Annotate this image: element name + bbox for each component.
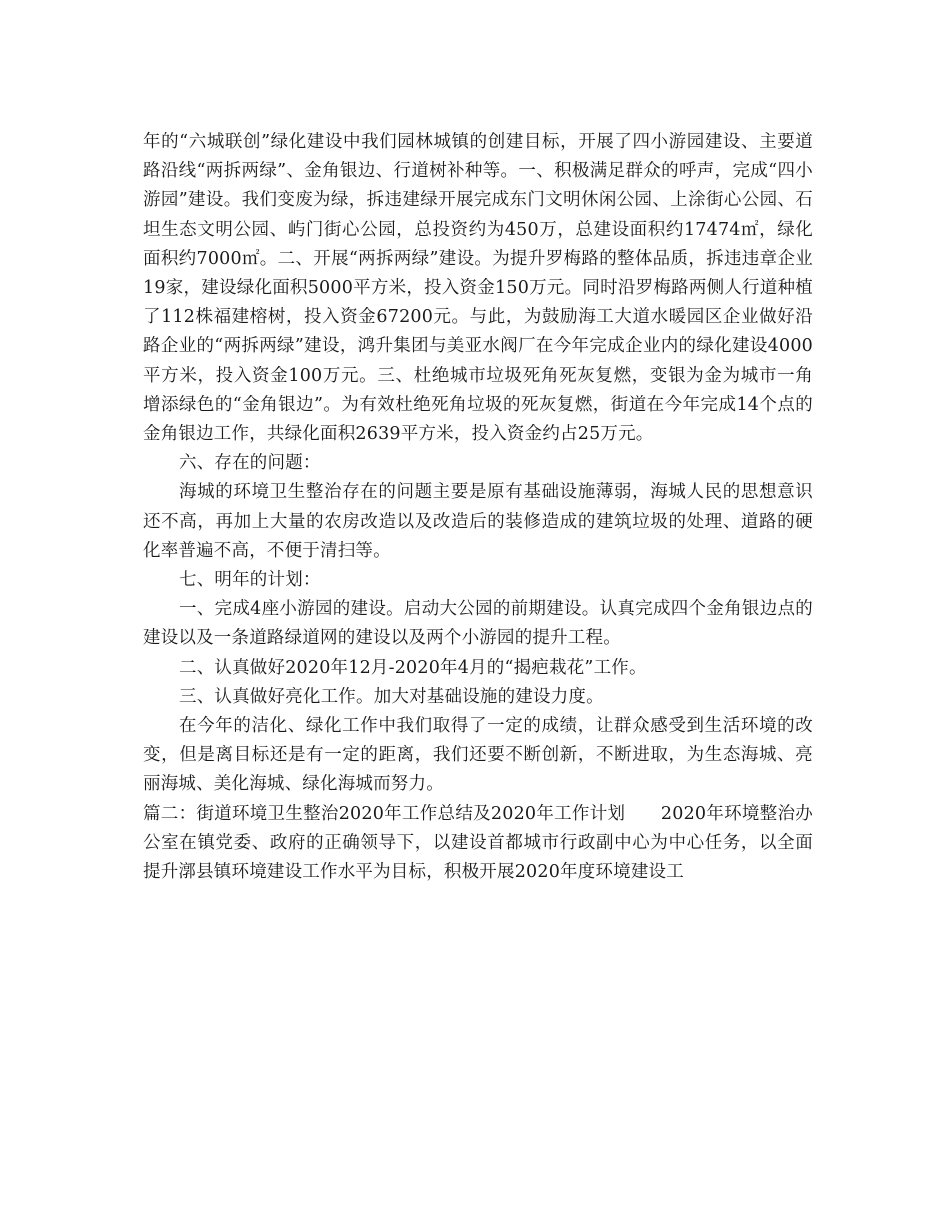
heading-next-year-plan: 七、明年的计划： — [179, 570, 321, 591]
document-body — [143, 128, 813, 887]
heading-existing-problems: 六、存在的问题： — [179, 453, 321, 474]
paragraph-plan-item-2: 二、认真做好2020年12月-2020年4月的“揭疤栽花”工作。 — [179, 657, 647, 678]
paragraph-greening-achievements: 年的“六城联创”绿化建设中我们园林城镇的创建目标，开展了四小游园建设、主要道路沿线“两拆两绿”、金角银边、行道树补种等。一、积极满足群众的呼声，完成“四小游园”建设。我们变废为绿，拆违建绿开展完成东门文明休闲公园、上涂街心公园、石坦生态文明公园、屿门街心公园，总投资约为450万，总建设面积约17474㎡，绿化面积约7000㎡。二、开展“两拆两绿”建设。为提升罗梅路的整体品质，拆违违章企业19家，建设绿化面积5000平方米，投入资金150万元。同时沿罗梅路两侧人行道种植了112株福建榕树，投入资金67200元。与此，为鼓励海工大道水暖园区企业做好沿路企业的“两拆两绿”建设，鸿升集团与美亚水阀厂在今年完成企业内的绿化建设4000平方米，投入资金100万元。三、杜绝城市垃圾死角死灰复燃，变银为金为城市一角增添绿色的“金角银边”。为有效杜绝死角垃圾的死灰复燃，街道在今年完成14个点的金角银边工作，共绿化面积2639平方米，投入资金约占25万元。 — [143, 132, 813, 445]
paragraph-plan-item-3: 三、认真做好亮化工作。加大对基础设施的建设力度。 — [179, 686, 604, 707]
paragraph-part-two-intro: 篇二：街道环境卫生整治2020年工作总结及2020年工作计划 2020年环境整治办公室在镇党委、政府的正确领导下，以建设首都城市行政副中心为中心任务，以全面提升漷县镇环境建设工作水平为目标，积极开展2020年度环境建设工 — [143, 803, 813, 883]
paragraph-existing-problems: 海城的环境卫生整治存在的问题主要是原有基础设施薄弱，海城人民的思想意识还不高，再加上大量的农房改造以及改造后的装修造成的建筑垃圾的处理、道路的硬化率普遍不高，不便于清扫等。 — [143, 482, 813, 561]
paragraph-plan-item-1: 一、完成4座小游园的建设。启动大公园的前期建设。认真完成四个金角银边点的建设以及一条道路绿道网的建设以及两个小游园的提升工程。 — [143, 599, 813, 649]
paragraph-conclusion: 在今年的洁化、绿化工作中我们取得了一定的成绩，让群众感受到生活环境的改变，但是离目标还是有一定的距离，我们还要不断创新，不断进取，为生态海城、亮丽海城、美化海城、绿化海城而努力。 — [143, 716, 813, 795]
